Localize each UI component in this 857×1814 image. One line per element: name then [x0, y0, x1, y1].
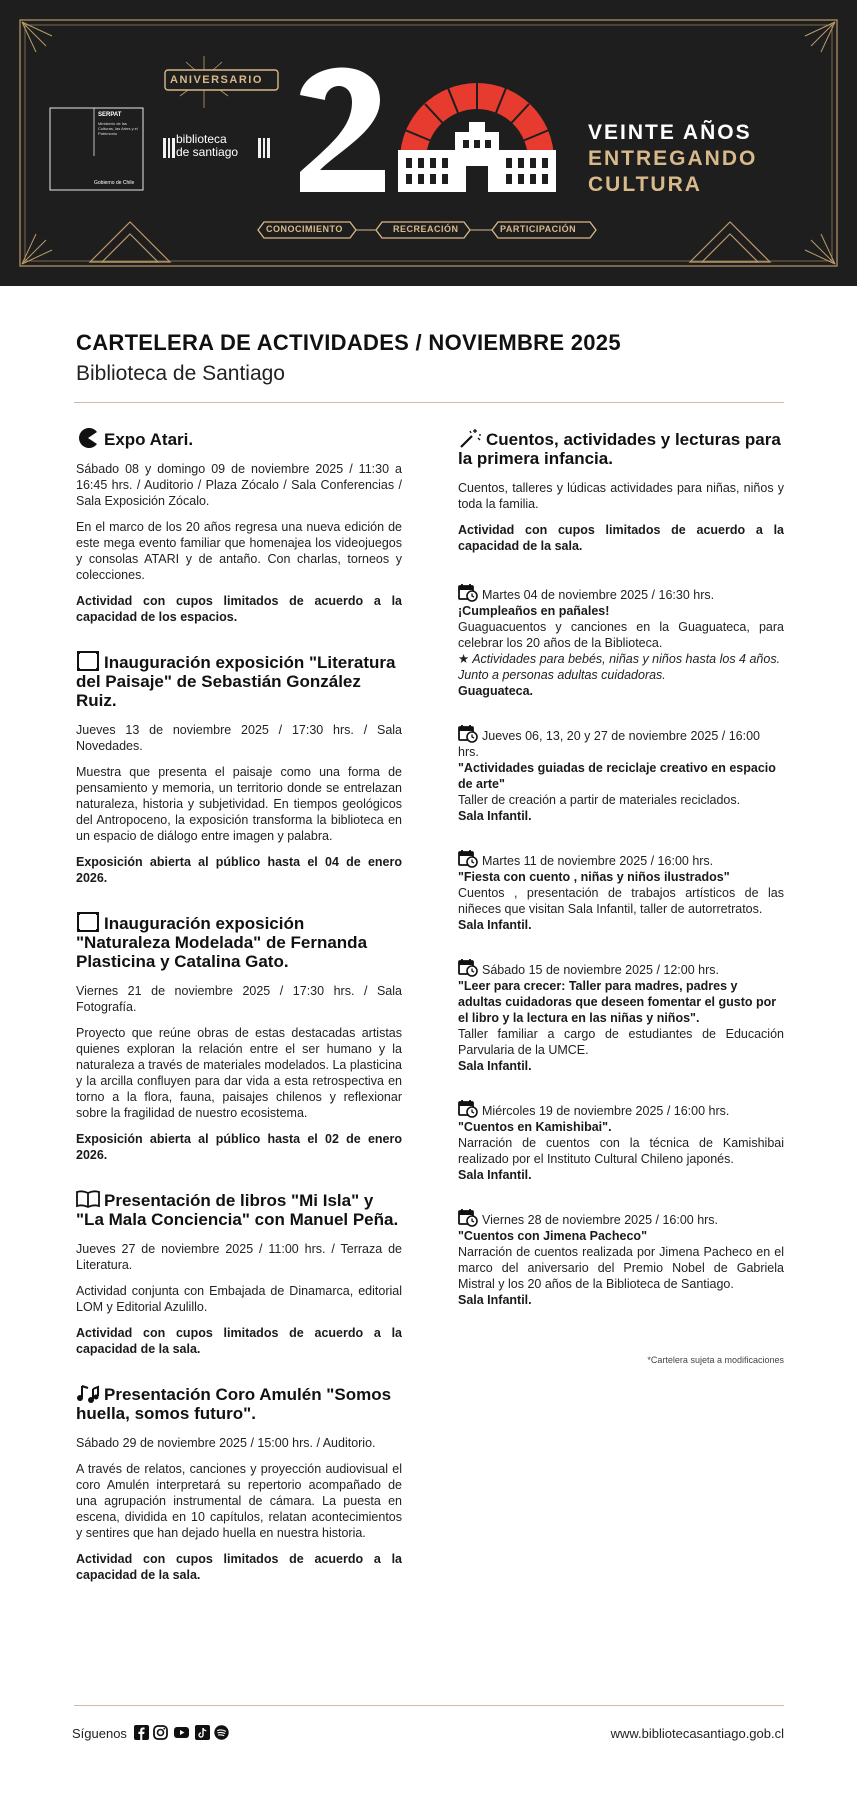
page-header — [76, 330, 621, 386]
event-name: ¡Cumpleaños en pañales! — [458, 604, 610, 618]
event-item — [458, 850, 784, 933]
pill-recreacion: RECREACIÓN — [393, 224, 459, 234]
event-description: En el marco de los 20 años regresa una nueva edición de este mega evento familiar que homenajea los videojuegos y consolas ATARI y de antaño. Con charlas, torneos y colecciones. — [76, 520, 402, 582]
calendar-clock-icon — [458, 584, 478, 602]
event-description: Muestra que presenta el paisaje como una forma de pensamiento y memoria, un territorio donde se entrelazan naturaleza, historia y subjetividad. En tiempos geológicos del Antropoceno, la exposición transforma la biblioteca en un espacio de diálogo entre imagen y palabra. — [76, 765, 402, 843]
section-naturaleza-modelada — [76, 912, 402, 1163]
event-place: Sala Infantil. — [458, 1059, 532, 1073]
calendar-clock-icon — [458, 959, 478, 977]
event-name: "Cuentos en Kamishibai". — [458, 1120, 612, 1134]
left-column — [76, 428, 402, 1609]
event-description: Taller familiar a cargo de estudiantes de Educación Parvularia de la UMCE. — [458, 1027, 784, 1057]
event-item — [458, 959, 784, 1074]
event-description: Guaguacuentos y canciones en la Guaguateca, para celebrar los 20 años de la Biblioteca. — [458, 620, 784, 650]
event-item — [458, 584, 784, 699]
header-divider — [74, 402, 784, 403]
event-place: Sala Infantil. — [458, 1168, 532, 1182]
tagline-line3: CULTURA — [588, 173, 702, 196]
event-description: Proyecto que reúne obras de estas destacadas artistas quienes exploran la relación entre el ser humano y la naturaleza a través de materiales modelados. La plasticina y la arcilla confluyen para dar vida a esta retrospectiva en torno a la flora, fauna, paisajes chilenos y reflexionar sobre la fragilidad de nuestro ecosistema. — [76, 1026, 402, 1120]
instagram-icon[interactable] — [153, 1725, 168, 1740]
spotify-icon[interactable] — [214, 1725, 229, 1740]
ministerio-label: Ministerio de las Culturas, las Artes y el Patrimonio — [98, 121, 138, 136]
music-notes-icon — [76, 1383, 100, 1403]
tagline-line1: VEINTE AÑOS — [588, 121, 752, 144]
website-link[interactable]: www.bibliotecasantiago.gob.cl — [610, 1726, 784, 1741]
pill-participacion: PARTICIPACIÓN — [500, 224, 577, 234]
section-coro-amulen — [76, 1383, 402, 1583]
event-audience-note: ★ Actividades para bebés, niñas y niños hasta los 4 años. Junto a personas adultas cuidadoras. — [458, 652, 781, 682]
section-description: Cuentos, talleres y lúdicas actividades para niñas, niños y toda la familia. — [458, 481, 784, 511]
serpat-label: SERPAT — [98, 112, 122, 118]
social-icons — [134, 1724, 233, 1742]
tiktok-icon[interactable] — [195, 1725, 210, 1740]
section-literatura-paisaje — [76, 651, 402, 886]
event-name: "Actividades guiadas de reciclaje creativo en espacio de arte" — [458, 761, 776, 791]
event-date: Jueves 13 de noviembre 2025 / 17:30 hrs. / Sala Novedades. — [76, 723, 402, 753]
event-datetime: Martes 04 de noviembre 2025 / 16:30 hrs. — [482, 588, 715, 602]
event-date: Sábado 29 de noviembre 2025 / 15:00 hrs. / Auditorio. — [76, 1436, 376, 1450]
footer — [72, 1724, 784, 1744]
event-note: Actividad con cupos limitados de acuerdo a la capacidad de los espacios. — [76, 594, 402, 624]
event-description: Actividad conjunta con Embajada de Dinamarca, editorial LOM y Editorial Azulillo. — [76, 1284, 402, 1314]
event-datetime: Sábado 15 de noviembre 2025 / 12:00 hrs. — [482, 963, 719, 977]
event-place: Sala Infantil. — [458, 1293, 532, 1307]
event-name: "Fiesta con cuento , niñas y niños ilustrados" — [458, 870, 730, 884]
library-logo-line1: biblioteca — [176, 132, 227, 146]
event-note: Actividad con cupos limitados de acuerdo a la capacidad de la sala. — [76, 1326, 402, 1356]
gob-label: Gobierno de Chile — [94, 180, 135, 186]
event-date: Jueves 27 de noviembre 2025 / 11:00 hrs. / Terraza de Literatura. — [76, 1242, 402, 1272]
event-datetime: Viernes 28 de noviembre 2025 / 16:00 hrs. — [482, 1213, 719, 1227]
event-item — [458, 725, 784, 824]
event-datetime: Jueves 06, 13, 20 y 27 de noviembre 2025 / 16:00 hrs. — [458, 729, 760, 759]
event-description: Cuentos , presentación de trabajos artísticos de las niñeces que visitan Sala Infantil, taller de autorretratos. — [458, 886, 784, 916]
section-title: Cuentos, actividades y lecturas para la primera infancia. — [458, 430, 781, 468]
event-place: Sala Infantil. — [458, 809, 532, 823]
disclaimer: *Cartelera sujeta a modificaciones — [647, 1355, 784, 1365]
anniversary-banner — [0, 0, 857, 286]
calendar-clock-icon — [458, 725, 478, 743]
calendar-clock-icon — [458, 1100, 478, 1118]
tagline-line2: ENTREGANDO — [588, 147, 758, 170]
event-description: Narración de cuentos realizada por Jimena Pacheco en el marco del aniversario del Premio Nobel de Gabriela Mistral y los 20 años de la Biblioteca de Santiago. — [458, 1245, 784, 1291]
calendar-clock-icon — [458, 1209, 478, 1227]
frame-icon — [76, 912, 100, 932]
event-description: Narración de cuentos con la técnica de Kamishibai realizado por el Instituto Cultural Chileno japonés. — [458, 1136, 784, 1166]
library-logo-line2: de santiago — [176, 145, 239, 159]
section-expo-atari — [76, 428, 402, 625]
pacman-icon — [76, 428, 100, 448]
event-date: Sábado 08 y domingo 09 de noviembre 2025 / 11:30 a 16:45 hrs. / Auditorio / Plaza Zócalo / Sala Conferencias / Sala Exposición Zócalo. — [76, 462, 402, 508]
section-title: Expo Atari. — [104, 430, 194, 449]
page-subtitle: Biblioteca de Santiago — [76, 362, 285, 385]
event-datetime: Miércoles 19 de noviembre 2025 / 16:00 hrs. — [482, 1104, 730, 1118]
facebook-icon[interactable] — [134, 1725, 149, 1740]
frame-icon — [76, 651, 100, 671]
section-title: Presentación de libros "Mi Isla" y "La Mala Conciencia" con Manuel Peña. — [76, 1191, 399, 1229]
section-title: Presentación Coro Amulén "Somos huella, somos futuro". — [76, 1385, 392, 1423]
calendar-clock-icon — [458, 850, 478, 868]
section-primera-infancia — [458, 428, 784, 554]
event-description: A través de relatos, canciones y proyección audiovisual el coro Amulén interpretará su repertorio acompañado de una agrupación instrumental de cámara. La puesta en escena, dividida en 10 capítulos, relatan acontecimientos y sentires que han dejado huella en nuestra historia. — [76, 1462, 402, 1540]
youtube-icon[interactable] — [172, 1725, 191, 1740]
events-list — [458, 584, 784, 1308]
page-title: CARTELERA DE ACTIVIDADES / NOVIEMBRE 2025 — [76, 330, 621, 355]
event-name: "Cuentos con Jimena Pacheco" — [458, 1229, 647, 1243]
event-item — [458, 1100, 784, 1183]
event-item — [458, 1209, 784, 1308]
event-name: "Leer para crecer: Taller para madres, padres y adultas cuidadoras que deseen fomentar el gusto por el libro y la lectura en las niñas y niños". — [458, 979, 777, 1025]
section-title: Inauguración exposición "Naturaleza Modelada" de Fernanda Plasticina y Catalina Gato. — [76, 914, 368, 971]
event-place: Guaguateca. — [458, 684, 534, 698]
event-place: Sala Infantil. — [458, 918, 532, 932]
section-presentacion-libros — [76, 1189, 402, 1357]
event-note: Exposición abierta al público hasta el 02 de enero 2026. — [76, 1132, 402, 1162]
right-column — [458, 428, 784, 1334]
section-note: Actividad con cupos limitados de acuerdo a la capacidad de la sala. — [458, 523, 784, 553]
event-note: Actividad con cupos limitados de acuerdo a la capacidad de la sala. — [76, 1552, 402, 1582]
event-note: Exposición abierta al público hasta el 04 de enero 2026. — [76, 855, 402, 885]
event-description: Taller de creación a partir de materiales reciclados. — [458, 793, 741, 807]
section-title: Inauguración exposición "Literatura del Paisaje" de Sebastián González Ruiz. — [76, 653, 396, 710]
magic-wand-icon — [458, 428, 482, 448]
pill-conocimiento: CONOCIMIENTO — [266, 224, 343, 234]
aniversario-label: ANIVERSARIO — [170, 74, 263, 86]
follow-label: Síguenos — [72, 1726, 127, 1741]
open-book-icon — [76, 1189, 100, 1209]
event-datetime: Martes 11 de noviembre 2025 / 16:00 hrs. — [482, 854, 714, 868]
footer-divider — [74, 1705, 784, 1706]
event-date: Viernes 21 de noviembre 2025 / 17:30 hrs. / Sala Fotografía. — [76, 984, 402, 1014]
